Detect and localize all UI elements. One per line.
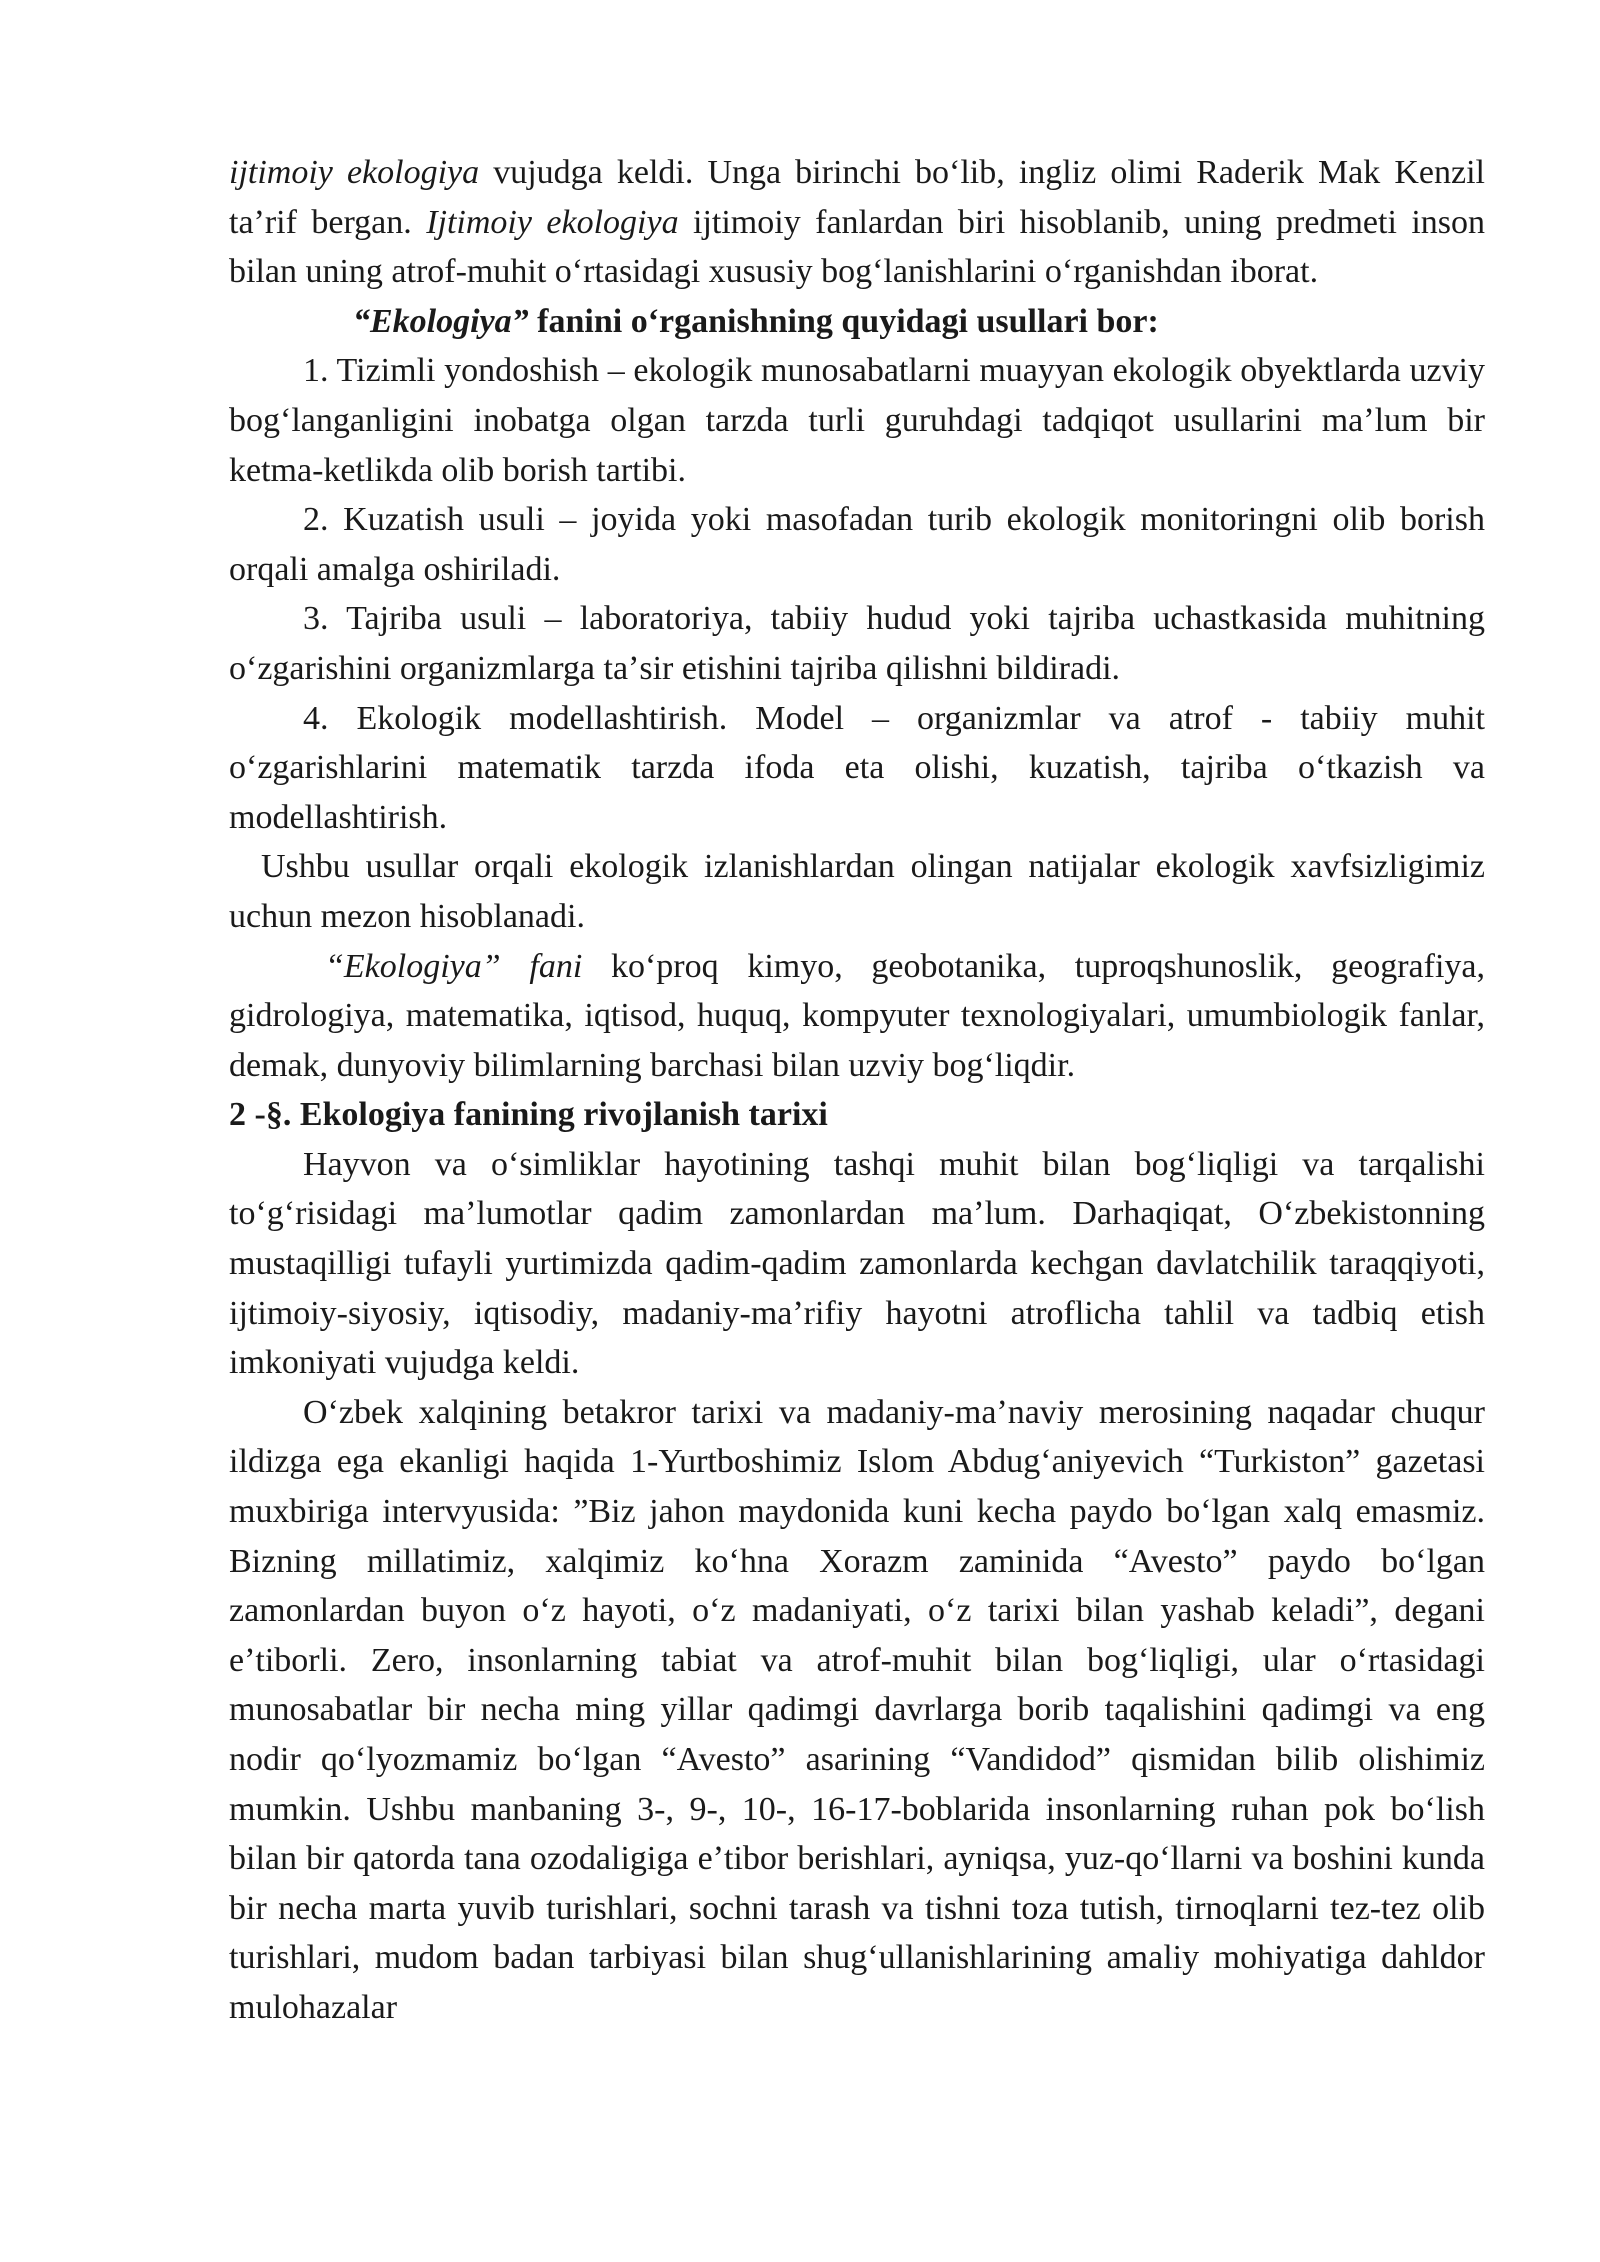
list-text: Tajriba usuli – laboratoriya, tabiiy hudud yoki tajriba uchastkasida muhitning oʻzgarishini organizmlarga taʼsir etishini tajriba qilishni bildiradi. <box>229 600 1485 687</box>
paragraph-intro <box>229 148 1485 297</box>
document-page <box>229 148 1485 2033</box>
list-item-method-2 <box>229 495 1485 594</box>
heading-italic: “Ekologiya” <box>353 302 529 340</box>
text-run: vujudga keldi. Unga birinchi boʻlib, ingliz olimi Raderik Mak Kenzil taʼrif bergan. <box>229 154 1485 241</box>
list-number: 1. <box>303 352 329 390</box>
section-heading: 2 -§. Ekologiya fanining rivojlanish tarixi <box>229 1096 828 1134</box>
list-text: Tizimli yondoshish – ekologik munosabatlarni muayyan ekologik obyektlarda uzviy bogʻlanganligini inobatga olgan tarzda turli guruhdagi tadqiqot usullarini maʼlum bir ketma-ketlikda olib borish tartibi. <box>229 352 1485 489</box>
list-item-method-3 <box>229 594 1485 693</box>
paragraph-results: Ushbu usullar orqali ekologik izlanishlardan olingan natijalar ekologik xavfsizligimiz uchun mezon hisoblanadi. <box>229 848 1485 935</box>
list-text: Ekologik modellashtirish. Model – organizmlar va atrof - tabiiy muhit oʻzgarishlarini matematik tarzda ifoda eta olishi, kuzatish, tajriba oʻtkazish va modellashtirish. <box>229 699 1485 836</box>
term-italic: ijtimoiy ekologiya <box>229 154 480 191</box>
list-text: Kuzatish usuli – joyida yoki masofadan turib ekologik monitoringni olib borish orqali amalga oshiriladi. <box>229 501 1485 588</box>
paragraph-fani <box>229 942 1485 1091</box>
heading-methods <box>229 297 1485 347</box>
term-italic: Ijtimoiy ekologiya <box>426 203 679 241</box>
term-italic: “Ekologiya” fani <box>325 947 583 985</box>
list-item-method-1 <box>229 346 1485 495</box>
text-run: koʻproq kimyo, geobotanika, tuproqshunoslik, geografiya, gidrologiya, matematika, iqtisod, huquq, kompyuter texnologiyalari, umumbiologik fanlar, demak, dunyoviy bilimlarning barchasi bilan uzviy bogʻliqdir. <box>229 947 1485 1084</box>
text-run: ijtimoiy fanlardan biri hisoblanib, uning predmeti inson bilan uning atrof-muhit oʻrtasidagi xususiy bogʻlanishlarini oʻrganishdan iborat. <box>229 203 1486 291</box>
heading-text: fanini oʻrganishning quyidagi usullari bor: <box>528 302 1159 340</box>
paragraph-history-1: Hayvon va oʻsimliklar hayotining tashqi muhit bilan bogʻliqligi va tarqalishi toʻgʻrisidagi maʼlumotlar qadim zamonlardan maʼlum. Darhaqiqat, Oʻzbekistonning mustaqilligi tufayli yurtimizda qadim-qadim zamonlarda kechgan davlatchilik taraqqiyoti, ijtimoiy-siyosiy, iqtisodiy, madaniy-maʼrifiy hayotni atroflicha tahlil va tadbiq etish imkoniyati vujudga keldi. <box>229 1145 1485 1382</box>
paragraph-history-2: Oʻzbek xalqining betakror tarixi va madaniy-maʼnaviy merosining naqadar chuqur ildizga ega ekanligi haqida 1-Yurtboshimiz Islom Abdugʻaniyevich “Turkiston” gazetasi muxbiriga intervyusida: ”Biz jahon maydonida kuni kecha paydo boʻlgan xalq emasmiz. Bizning millatimiz, xalqimiz koʻhna Xorazm zaminida “Avesto” paydo boʻlgan zamonlardan buyon oʻz hayoti, oʻz madaniyati, oʻz tarixi bilan yashab keladi”, degani eʼtiborli. Zero, insonlarning tabiat va atrof-muhit bilan bogʻliqligi, ular oʻrtasidagi munosabatlar bir necha ming yillar qadimgi davrlarga borib taqalishini qadimgi va eng nodir qoʻlyozmamiz boʻlgan “Avesto” asarining “Vandidod” qismidan bilib olishimiz mumkin. Ushbu manbaning 3-, 9-, 10-, 16-17-boblarida insonlarning ruhan pok boʻlish bilan bir qatorda tana ozodaligiga eʼtibor berishlari, ayniqsa, yuz-qoʻllarni va boshini kunda bir necha marta yuvib turishlari, sochni tarash va tishni toza tutish, tirnoqlarni tez-tez olib turishlari, mudom badan tarbiyasi bilan shugʻullanishlarining amaliy mohiyatiga dahldor mulohazalar <box>229 1393 1485 2026</box>
list-number: 3. <box>303 600 329 638</box>
list-number: 2. <box>303 501 329 539</box>
list-item-method-4 <box>229 694 1485 843</box>
list-number: 4. <box>303 699 329 737</box>
